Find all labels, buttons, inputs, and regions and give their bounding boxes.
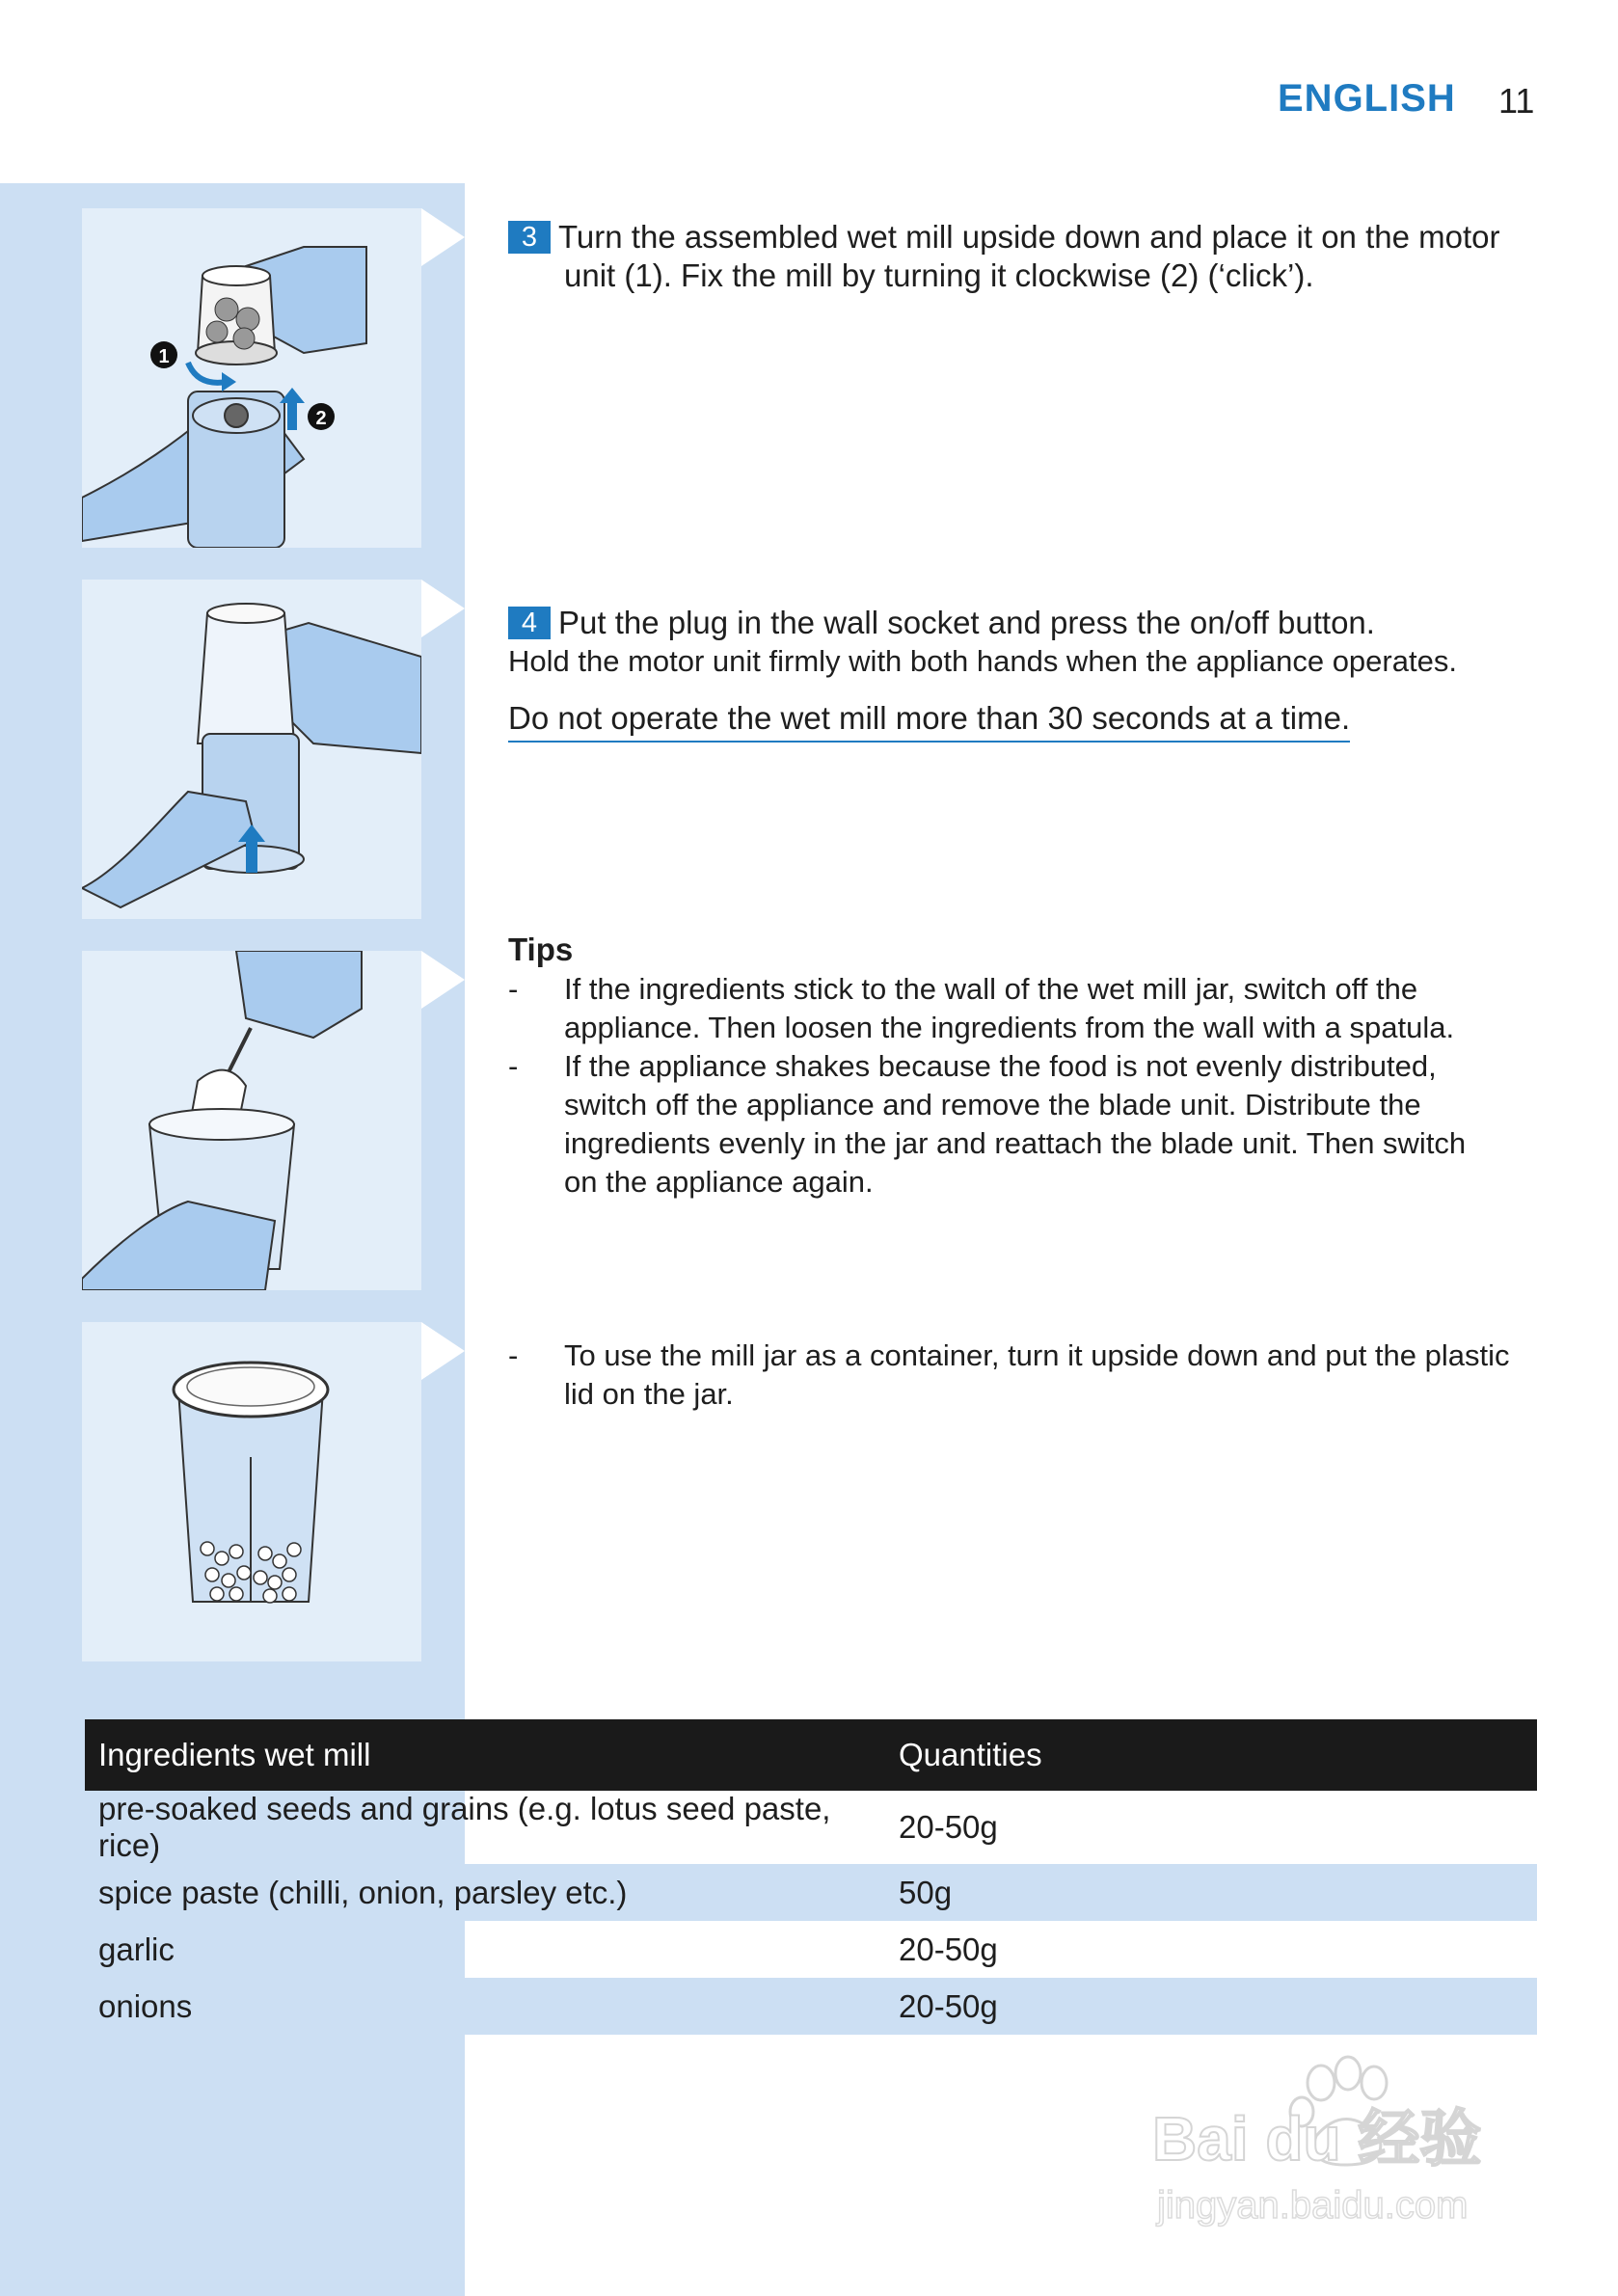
table-row — [85, 1864, 1537, 1921]
step-note: Hold the motor unit firmly with both hands when the appliance operates. — [508, 644, 1457, 678]
tip-item: - To use the mill jar as a container, turn it upside down and put the plastic lid on the jar. — [508, 1338, 1510, 1411]
quantity-cell: 50g — [885, 1864, 1537, 1921]
ingredient-cell: onions — [85, 1978, 885, 2035]
watermark-brand: Bai du 经验 — [1152, 2104, 1482, 2174]
column-header: Quantities — [885, 1719, 1537, 1791]
ingredient-cell: spice paste (chilli, onion, parsley etc.) — [85, 1864, 885, 1921]
step-text: Put the plug in the wall socket and press the on/off button. — [558, 605, 1375, 640]
pointer-arrow — [421, 951, 465, 1009]
pointer-arrow — [421, 1322, 465, 1380]
table-row — [85, 1921, 1537, 1978]
tip-item: - If the ingredients stick to the wall of the wet mill jar, switch off the appliance. Then loosen the ingredients from the wall with a spatula. — [508, 972, 1455, 1044]
step-number-badge: 4 — [508, 607, 551, 639]
baidu-watermark — [1147, 2044, 1533, 2237]
step-3 — [508, 218, 1499, 295]
callout-1: 1 — [158, 346, 170, 367]
illustration-assemble-mill — [82, 208, 421, 548]
step-number-badge: 3 — [508, 221, 551, 254]
page-number: 11 — [1498, 81, 1535, 121]
ingredient-cell: garlic — [98, 1931, 175, 1967]
table-row — [85, 1791, 1537, 1864]
column-header: Ingredients wet mill — [85, 1719, 885, 1791]
illustration-press-button — [82, 580, 421, 919]
callout-2: 2 — [315, 408, 327, 429]
table-row — [85, 1978, 1537, 2035]
ingredient-cell: pre-soaked seeds and grains (e.g. lotus seed paste, rice) — [98, 1791, 831, 1863]
ingredients-table — [85, 1719, 1537, 2035]
quantity-cell: 20-50g — [899, 1809, 998, 1845]
step-4 — [508, 604, 1457, 681]
quantity-cell: 20-50g — [885, 1978, 1537, 2035]
watermark-url: jingyan.baidu.com — [1157, 2184, 1469, 2227]
language-label: ENGLISH — [1278, 77, 1456, 120]
step-text: unit (1). Fix the mill by turning it clockwise (2) (‘click’). — [564, 257, 1314, 293]
illustration-jar-with-lid — [82, 1322, 421, 1661]
table-header-row — [85, 1719, 1537, 1791]
step-text: Turn the assembled wet mill upside down and place it on the motor — [558, 219, 1500, 255]
illustration-spatula — [82, 951, 421, 1290]
pointer-arrow — [421, 208, 465, 266]
tip-item: - If the appliance shakes because the food is not evenly distributed, switch off the appliance and remove the blade unit. Distribute the ingredients evenly in the jar and reattach the blade unit. Then switch on the appliance again. — [508, 1049, 1467, 1199]
warning-text: Do not operate the wet mill more than 30 seconds at a time. — [508, 700, 1350, 743]
pointer-arrow — [421, 580, 465, 637]
quantity-cell: 20-50g — [899, 1931, 998, 1967]
tips-title: Tips — [508, 932, 574, 967]
